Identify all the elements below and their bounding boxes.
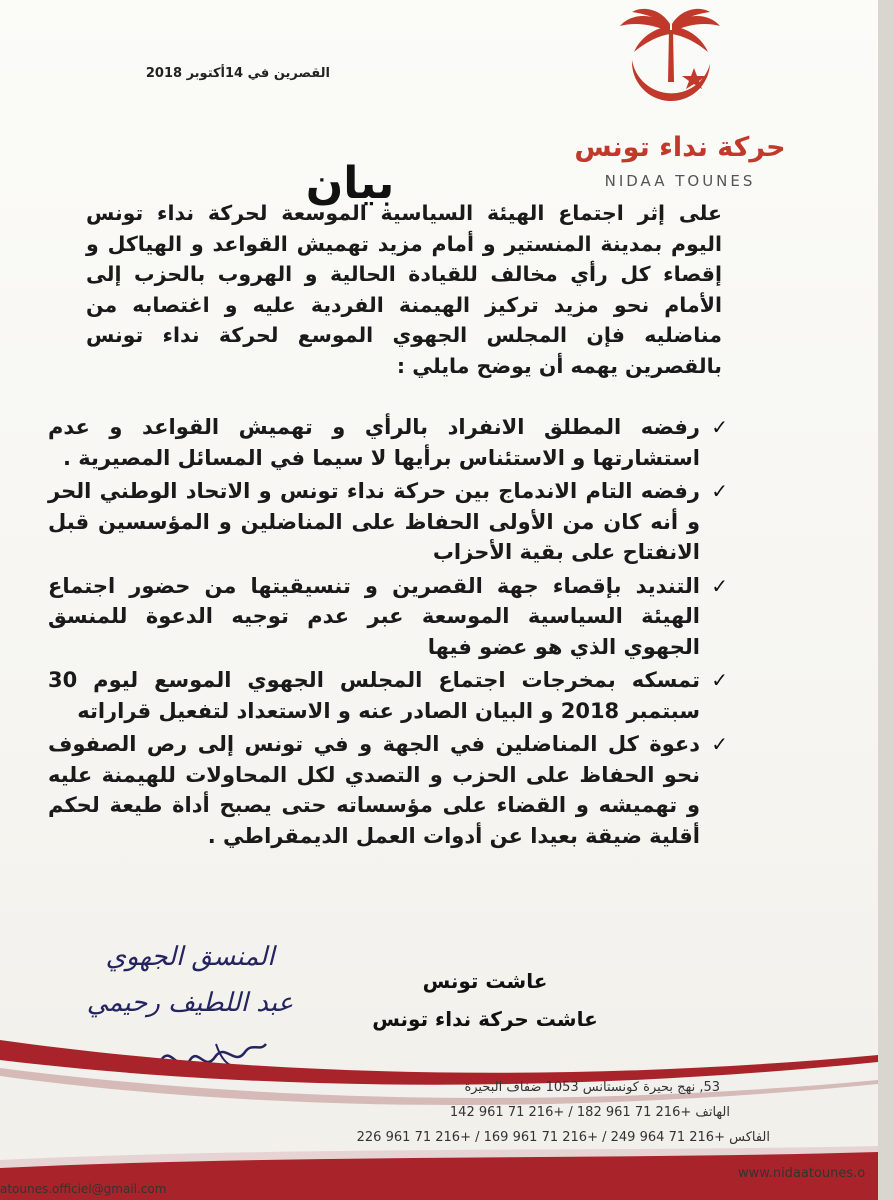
closing-line-2: عاشت حركة نداء تونس xyxy=(372,1007,598,1031)
footer-address: 53, نهج بحيرة كونستانس 1053 ضفاف البحيرة xyxy=(464,1080,720,1095)
footer-phone: الهاتف +216 71 961 182 / +216 71 961 142 xyxy=(449,1105,730,1120)
statement-points xyxy=(48,412,728,854)
statement-point xyxy=(48,571,728,663)
signatory-name: عبد اللطيف رحيمي xyxy=(86,988,294,1018)
signatory-role: المنسق الجهوي xyxy=(105,942,275,972)
footer-website: www.nidaatounes.o xyxy=(738,1166,866,1181)
footer-email: atounes.officiel@gmail.com xyxy=(0,1182,167,1196)
document-date: القصرين في 14أكتوبر 2018 xyxy=(145,66,330,81)
statement-point xyxy=(48,412,728,473)
palm-crescent-star-icon xyxy=(570,4,790,129)
checkmark-icon: ✓ xyxy=(711,668,728,692)
statement-point-text: دعوة كل المناضلين في الجهة و في تونس إلى رص الصفوف نحو الحفاظ على الحزب و التصدي لكل المحاولات للهيمنة عليه و تهميشه و القضاء على مؤسساته حتى يصبح أداة طيعة لحكم أقلية ضيقة بعيدا عن أدوات العمل الديمقراطي . xyxy=(48,732,700,848)
footer-fax: الفاكس +216 71 964 249 / +216 71 961 169 / +216 71 961 226 xyxy=(356,1130,770,1145)
closing-line-1: عاشت تونس xyxy=(422,969,548,993)
statement-point xyxy=(48,729,728,851)
checkmark-icon: ✓ xyxy=(711,479,728,503)
checkmark-icon: ✓ xyxy=(711,573,728,598)
statement-point xyxy=(48,476,728,568)
checkmark-icon: ✓ xyxy=(711,732,728,756)
statement-point-text: رفضه المطلق الانفراد بالرأي و تهميش القواعد و عدم استشارتها و الاستئناس برأيها لا سيما في المسائل المصيرية . xyxy=(48,415,700,470)
checkmark-icon: ✓ xyxy=(711,415,728,439)
intro-paragraph: على إثر اجتماع الهيئة السياسية الموسعة لحركة نداء تونس اليوم بمدينة المنستير و أمام مزيد تهميش القواعد و الهياكل و إقصاء كل رأي مخالف للقيادة الحالية و الهروب بالحزب إلى الأمام نحو مزيد تركيز الهيمنة الفردية عليه و اغتصابه من مناضليه فإن المجلس الجهوي الموسع لحركة نداء تونس بالقصرين يهمه أن يوضح مايلي : xyxy=(86,201,722,378)
statement-point-text: التنديد بإقصاء جهة القصرين و تنسيقيتها من حضور اجتماع الهيئة السياسية الموسعة عبر عدم توجيه الدعوة للمنسق الجهوي الذي هو عضو فيها xyxy=(48,573,700,659)
statement-point xyxy=(48,665,728,726)
logo-arabic-name: حركة نداء تونس xyxy=(574,132,786,163)
statement-point-text: رفضه التام الاندماج بين حركة نداء تونس و الاتحاد الوطني الحر و أنه كان من الأولى الحفاظ على المناضلين و المؤسسين قبل الانفتاح على بقية الأحزاب xyxy=(48,479,700,564)
logo-latin-name: NIDAA TOUNES xyxy=(604,172,756,190)
document-title: بيان xyxy=(305,158,395,209)
statement-point-text: تمسكه بمخرجات اجتماع المجلس الجهوي الموسع ليوم 30 سبتمبر 2018 و البيان الصادر عنه و الاستعداد لتفعيل قراراته xyxy=(48,668,700,723)
nidaa-tounes-logo xyxy=(570,4,790,194)
